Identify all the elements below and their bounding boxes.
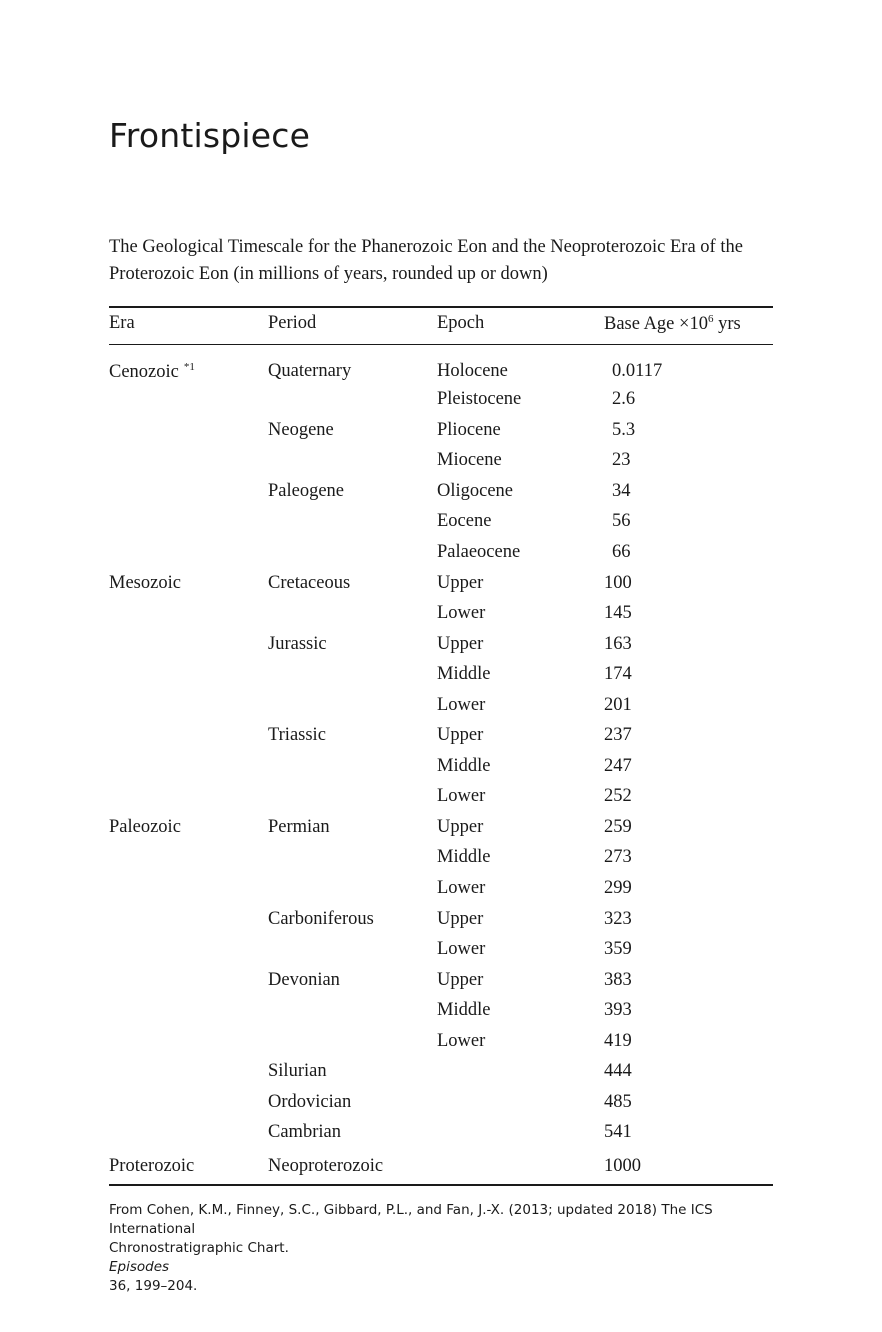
cell-epoch	[437, 970, 483, 991]
cell-base-age-text: 259	[604, 817, 632, 837]
table-top-rule	[109, 306, 773, 308]
table-row	[109, 481, 773, 507]
cell-epoch	[437, 573, 483, 594]
cell-base-age-text: 34	[612, 481, 631, 501]
cell-period-text: Triassic	[268, 725, 326, 745]
table-bottom-rule	[109, 1184, 773, 1186]
table-row	[109, 450, 773, 476]
cell-period	[268, 725, 326, 746]
header-era: Era	[109, 313, 135, 333]
header-base-age	[604, 313, 741, 335]
cell-era-text: Paleozoic	[109, 817, 181, 837]
table-row	[109, 786, 773, 812]
cell-epoch-text: Holocene	[437, 361, 508, 381]
cell-base-age-text: 237	[604, 725, 632, 745]
cell-base-age	[604, 1092, 632, 1113]
cell-epoch-text: Pleistocene	[437, 389, 522, 409]
cell-era-text: Cenozoic	[109, 362, 179, 382]
cell-period	[268, 361, 351, 382]
cell-base-age-text: 247	[604, 756, 632, 776]
cell-epoch-text: Upper	[437, 817, 484, 837]
cell-base-age	[604, 909, 632, 930]
cell-base-age-text: 56	[612, 511, 631, 531]
cell-epoch	[437, 542, 520, 563]
cell-period-text: Devonian	[268, 970, 340, 990]
cell-base-age	[604, 420, 635, 441]
table-row	[109, 878, 773, 904]
cell-epoch-text: Middle	[437, 1000, 491, 1020]
header-epoch: Epoch	[437, 313, 485, 333]
cell-era-text: Proterozoic	[109, 1156, 195, 1176]
header-base-age-suffix: yrs	[713, 314, 741, 334]
footnote-volume: 36, 199–204.	[109, 1278, 198, 1294]
cell-period	[268, 817, 330, 838]
cell-period-text: Quaternary	[268, 361, 352, 381]
cell-epoch	[437, 511, 491, 532]
cell-epoch-text: Miocene	[437, 450, 502, 470]
cell-epoch	[437, 603, 485, 624]
table-row	[109, 1092, 773, 1118]
table-row	[109, 909, 773, 935]
cell-epoch	[437, 481, 513, 502]
cell-base-age-text: 163	[604, 634, 632, 654]
cell-epoch	[437, 756, 490, 777]
cell-epoch-text: Upper	[437, 970, 484, 990]
table-row	[109, 970, 773, 996]
cell-base-age	[604, 939, 632, 960]
cell-epoch	[437, 725, 483, 746]
cell-base-age	[604, 847, 632, 868]
cell-epoch-text: Middle	[437, 664, 491, 684]
table-header	[109, 313, 773, 339]
cell-era	[109, 817, 181, 838]
cell-era	[109, 361, 195, 383]
cell-epoch	[437, 361, 508, 382]
cell-period	[268, 1122, 341, 1143]
cell-period	[268, 1061, 327, 1082]
cell-base-age	[604, 634, 632, 655]
cell-epoch-text: Lower	[437, 1031, 486, 1051]
cell-epoch-text: Lower	[437, 695, 486, 715]
cell-era-text: Mesozoic	[109, 573, 181, 593]
table-row	[109, 542, 773, 568]
cell-epoch	[437, 420, 501, 441]
header-period: Period	[268, 313, 317, 333]
cell-epoch-text: Eocene	[437, 511, 492, 531]
table-row	[109, 420, 773, 446]
cell-base-age	[604, 1156, 641, 1177]
cell-base-age	[604, 389, 635, 410]
cell-base-age	[604, 511, 631, 532]
cell-period	[268, 420, 334, 441]
cell-era	[109, 1156, 194, 1177]
source-footnote	[109, 1201, 789, 1296]
cell-period	[268, 909, 374, 930]
cell-base-age	[604, 450, 631, 471]
cell-epoch-text: Upper	[437, 725, 484, 745]
cell-epoch-text: Lower	[437, 786, 486, 806]
cell-epoch	[437, 939, 485, 960]
cell-epoch	[437, 389, 521, 410]
cell-base-age	[604, 1031, 632, 1052]
cell-period	[268, 481, 344, 502]
cell-base-age-text: 201	[604, 695, 632, 715]
cell-base-age-text: 393	[604, 1000, 632, 1020]
cell-epoch	[437, 634, 483, 655]
footnote-journal: Episodes	[109, 1259, 170, 1275]
cell-base-age	[604, 725, 632, 746]
cell-epoch	[437, 909, 483, 930]
table-row	[109, 603, 773, 629]
cell-base-age	[604, 1122, 632, 1143]
cell-base-age-text: 23	[612, 450, 631, 470]
table-row	[109, 695, 773, 721]
table-row	[109, 1061, 773, 1087]
footnote-text: Chronostratigraphic Chart.	[109, 1240, 289, 1256]
cell-base-age-text: 383	[604, 970, 632, 990]
cell-epoch-text: Upper	[437, 909, 484, 929]
table-caption	[109, 234, 779, 288]
cell-epoch	[437, 817, 483, 838]
cell-base-age-text: 174	[604, 664, 632, 684]
cell-epoch-text: Upper	[437, 573, 484, 593]
cell-base-age-text: 0.0117	[612, 361, 663, 381]
table-row	[109, 725, 773, 751]
cell-epoch-text: Lower	[437, 878, 486, 898]
cell-base-age-text: 5.3	[612, 420, 636, 440]
cell-epoch	[437, 695, 485, 716]
cell-base-age	[604, 1061, 632, 1082]
cell-period	[268, 1156, 383, 1177]
cell-base-age	[604, 970, 632, 991]
table-row	[109, 664, 773, 690]
cell-base-age-text: 2.6	[612, 389, 636, 409]
cell-base-age-text: 66	[612, 542, 631, 562]
cell-epoch	[437, 847, 490, 868]
cell-epoch-text: Palaeocene	[437, 542, 521, 562]
header-base-age-exponent: 6	[707, 313, 714, 325]
table-row	[109, 756, 773, 782]
cell-period-text: Ordovician	[268, 1092, 352, 1112]
table-row	[109, 939, 773, 965]
table-row	[109, 634, 773, 660]
table-row	[109, 361, 773, 387]
era-footnote-mark: *1	[183, 361, 195, 373]
cell-period-text: Carboniferous	[268, 909, 374, 929]
cell-period-text: Permian	[268, 817, 330, 837]
table-row	[109, 511, 773, 537]
cell-base-age-text: 485	[604, 1092, 632, 1112]
caption-line-2: Proterozoic Eon (in millions of years, rounded up or down)	[109, 264, 548, 284]
cell-base-age	[604, 756, 632, 777]
cell-base-age-text: 273	[604, 847, 632, 867]
cell-base-age-text: 1000	[604, 1156, 641, 1176]
cell-base-age-text: 444	[604, 1061, 632, 1081]
page-title: Frontispiece	[109, 116, 311, 155]
cell-period-text: Neogene	[268, 420, 334, 440]
cell-epoch-text: Pliocene	[437, 420, 501, 440]
cell-epoch-text: Lower	[437, 939, 486, 959]
table-row	[109, 1122, 773, 1148]
cell-base-age-text: 419	[604, 1031, 632, 1051]
table-row	[109, 1000, 773, 1026]
header-base-age-prefix: Base Age ×10	[604, 314, 708, 334]
table-row	[109, 573, 773, 599]
cell-period	[268, 970, 340, 991]
caption-line-1: The Geological Timescale for the Phanerozoic Eon and the Neoproterozoic Era of the	[109, 237, 743, 257]
cell-epoch-text: Upper	[437, 634, 484, 654]
cell-base-age-text: 541	[604, 1122, 632, 1142]
cell-era	[109, 573, 181, 594]
table-row	[109, 1031, 773, 1057]
cell-epoch	[437, 1000, 490, 1021]
cell-base-age-text: 359	[604, 939, 632, 959]
cell-base-age-text: 323	[604, 909, 632, 929]
footnote-line-1: From Cohen, K.M., Finney, S.C., Gibbard, P.L., and Fan, J.-X. (2013; updated 2018) The ICS International	[109, 1202, 713, 1237]
cell-epoch-text: Oligocene	[437, 481, 514, 501]
table-row	[109, 1156, 773, 1182]
cell-period	[268, 1092, 351, 1113]
table-row	[109, 817, 773, 843]
table-body	[109, 356, 773, 1176]
cell-base-age	[604, 786, 632, 807]
cell-base-age-text: 100	[604, 573, 632, 593]
cell-period-text: Cretaceous	[268, 573, 351, 593]
cell-base-age	[604, 361, 662, 382]
cell-epoch-text: Middle	[437, 847, 491, 867]
table-header-rule	[109, 344, 773, 345]
cell-epoch	[437, 786, 485, 807]
cell-base-age	[604, 664, 632, 685]
cell-period-text: Paleogene	[268, 481, 345, 501]
cell-base-age	[604, 1000, 632, 1021]
cell-epoch-text: Middle	[437, 756, 491, 776]
table-row	[109, 847, 773, 873]
footnote-line-2	[109, 1239, 789, 1296]
cell-base-age	[604, 542, 631, 563]
cell-base-age	[604, 603, 632, 624]
cell-epoch	[437, 450, 502, 471]
cell-period-text: Jurassic	[268, 634, 327, 654]
cell-epoch	[437, 878, 485, 899]
table-row	[109, 389, 773, 415]
cell-period	[268, 634, 327, 655]
cell-period-text: Cambrian	[268, 1122, 341, 1142]
cell-period	[268, 573, 350, 594]
cell-period-text: Silurian	[268, 1061, 327, 1081]
cell-base-age	[604, 695, 632, 716]
cell-base-age	[604, 878, 632, 899]
cell-base-age-text: 145	[604, 603, 632, 623]
cell-base-age	[604, 481, 631, 502]
cell-base-age	[604, 817, 632, 838]
cell-epoch-text: Lower	[437, 603, 486, 623]
cell-base-age-text: 299	[604, 878, 632, 898]
cell-epoch	[437, 664, 490, 685]
cell-base-age	[604, 573, 632, 594]
cell-base-age-text: 252	[604, 786, 632, 806]
cell-epoch	[437, 1031, 485, 1052]
cell-period-text: Neoproterozoic	[268, 1156, 384, 1176]
